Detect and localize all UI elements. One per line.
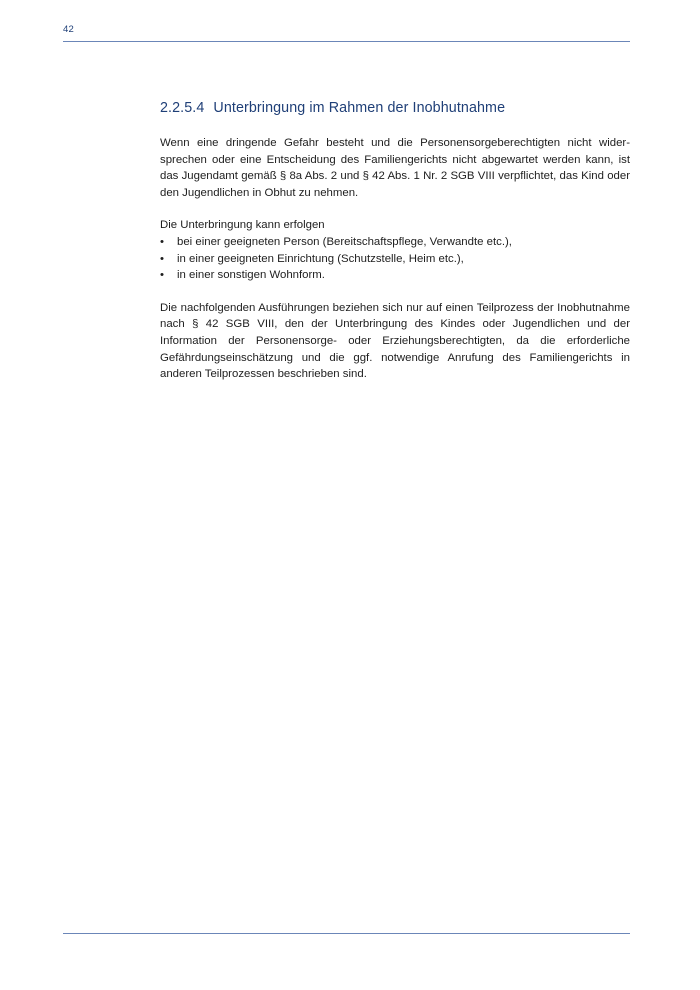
bullet-icon: • — [160, 269, 164, 282]
footer-rule — [63, 933, 630, 934]
list-item-text: bei einer geeigneten Person (Bereitschaftspflege, Verwandte etc.), — [177, 235, 512, 248]
paragraph-intro: Wenn eine dringende Gefahr besteht und die Personensorgeberechtigten nicht widersprechen oder eine Entscheidung des Familiengerichts nicht abgewartet werden kann, ist das Jugendamt gemäß § 8a Abs. 2 und § 42 Abs. 1 Nr. 2 SGB VIII verpflichtet, das Kind oder den Jugendlichen in Obhut zu nehmen. — [160, 137, 630, 199]
list-item — [160, 251, 630, 268]
page-number: 42 — [63, 24, 74, 35]
section-number: 2.2.5.4 — [160, 100, 205, 116]
bullet-icon: • — [160, 252, 164, 265]
list-item — [160, 267, 630, 284]
main-content — [160, 100, 630, 383]
placement-options-list — [160, 234, 630, 284]
paragraph-scope: Die nachfolgenden Ausführungen beziehen sich nur auf einen Teilprozess der Inobhutnahme nach § 42 SGB VIII, den der Unterbringung des Kindes oder Jugendlichen und der Information der Personensorge- oder Erziehungsberechtigten, da die erforderliche Gefährdungseinschätzung und die ggf. notwendige Anrufung des Familiengerichts in anderen Teilprozessen beschrieben sind. — [160, 301, 630, 381]
list-item-text: in einer geeigneten Einrichtung (Schutzstelle, Heim etc.), — [177, 252, 464, 265]
list-item-text: in einer sonstigen Wohnform. — [177, 269, 325, 282]
list-item — [160, 234, 630, 251]
section-heading — [160, 100, 630, 116]
header-rule — [63, 41, 630, 42]
bullet-icon: • — [160, 235, 164, 248]
section-title: Unterbringung im Rahmen der Inobhutnahme — [213, 100, 506, 116]
list-intro: Die Unterbringung kann erfolgen — [160, 219, 325, 232]
